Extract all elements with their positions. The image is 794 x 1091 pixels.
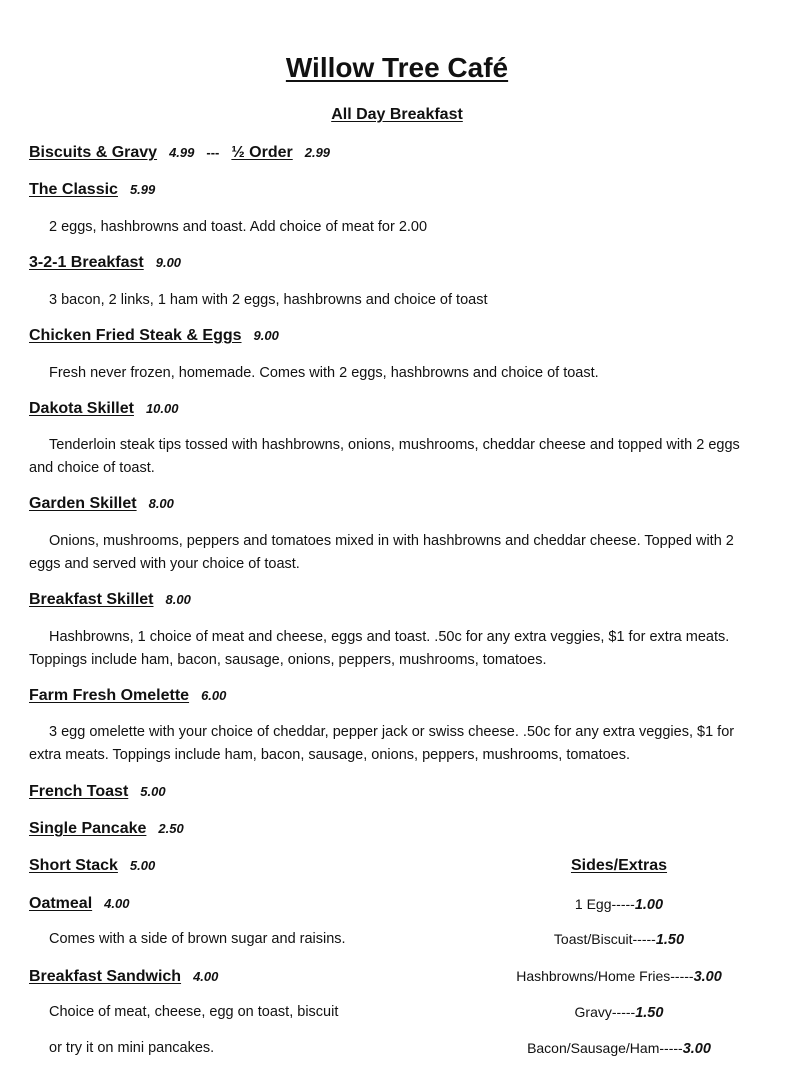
side-price: 1.00	[634, 897, 664, 913]
item-name: Oatmeal	[29, 895, 93, 912]
item-name: 3-2-1 Breakfast	[29, 254, 144, 271]
item-name: Farm Fresh Omelette	[29, 687, 190, 704]
item-price: 5.00	[140, 784, 166, 799]
side-label: Toast/Biscuit-----	[553, 931, 656, 947]
half-order-name: ½ Order	[231, 144, 293, 161]
item-name: Chicken Fried Steak & Eggs	[29, 327, 242, 344]
side-price: 3.00	[693, 969, 722, 985]
item-name: Dakota Skillet	[29, 400, 134, 417]
side-price: 1.50	[655, 932, 685, 948]
item-price: 5.99	[129, 182, 156, 197]
item-description: Onions, mushrooms, peppers and tomatoes mixed in with hashbrowns and cheddar cheese. Topped with 2 eggs and served with your choice of toast.	[29, 533, 734, 572]
menu-item-chicken-fried-steak	[29, 327, 279, 345]
item-description: Fresh never frozen, homemade. Comes with 2 eggs, hashbrowns and choice of toast.	[49, 365, 599, 381]
side-entry	[480, 1040, 758, 1058]
sides-title: Sides/Extras	[570, 857, 668, 874]
menu-item-3-2-1-breakfast	[29, 254, 181, 272]
item-price: 2.50	[158, 821, 184, 836]
menu-item-farm-fresh-omelette	[29, 687, 226, 705]
item-price: 9.00	[253, 328, 279, 343]
side-entry	[480, 931, 758, 949]
side-price: 3.00	[682, 1041, 711, 1057]
menu-item-garden-skillet	[29, 495, 174, 513]
item-description: Hashbrowns, 1 choice of meat and cheese, eggs and toast. .50c for any extra veggies, $1 for extra meats. Toppings include ham, bacon, sausage, onions, peppers, mushrooms, tomatoes.	[29, 629, 730, 668]
half-order-price: 2.99	[304, 145, 331, 160]
item-price: 8.00	[165, 592, 191, 607]
menu-item-breakfast-skillet	[29, 591, 191, 609]
item-description: 3 bacon, 2 links, 1 ham with 2 eggs, hashbrowns and choice of toast	[49, 292, 488, 308]
item-description: Tenderloin steak tips tossed with hashbrowns, onions, mushrooms, cheddar cheese and topped with 2 eggs and choice of toast.	[29, 437, 740, 476]
side-label: Bacon/Sausage/Ham-----	[527, 1040, 683, 1056]
menu-item-short-stack	[29, 857, 155, 875]
item-price: 4.00	[193, 969, 219, 984]
separator: ---	[206, 145, 220, 160]
section-title: All Day Breakfast	[331, 106, 463, 123]
item-name: Short Stack	[29, 857, 118, 874]
item-description: 3 egg omelette with your choice of cheddar, pepper jack or swiss cheese. .50c for any extra veggies, $1 for extra meats. Toppings include ham, bacon, sausage, onions, peppers, mushrooms, tomatoes.	[29, 724, 735, 763]
side-label: 1 Egg-----	[574, 896, 635, 912]
menu-item-dakota-skillet	[29, 400, 178, 418]
side-entry	[480, 1004, 758, 1022]
item-name: Single Pancake	[29, 820, 147, 837]
sides-extras-title	[480, 857, 758, 875]
item-name: Breakfast Skillet	[29, 591, 154, 608]
page-title: Willow Tree Café	[285, 52, 509, 83]
item-name: Breakfast Sandwich	[29, 968, 182, 985]
item-price: 4.99	[169, 145, 195, 160]
item-name: The Classic	[29, 181, 118, 198]
item-price: 4.00	[104, 896, 130, 911]
side-entry	[480, 968, 758, 986]
side-label: Gravy-----	[574, 1004, 636, 1020]
item-name: Biscuits & Gravy	[29, 144, 158, 161]
menu-item-the-classic	[29, 181, 155, 199]
item-price: 10.00	[145, 401, 179, 416]
menu-item-breakfast-sandwich	[29, 968, 218, 986]
side-entry	[480, 896, 758, 914]
item-description: 2 eggs, hashbrowns and toast. Add choice of meat for 2.00	[49, 219, 428, 235]
item-price: 9.00	[155, 255, 182, 270]
item-name: Garden Skillet	[29, 495, 137, 512]
side-price: 1.50	[635, 1005, 664, 1021]
item-name: French Toast	[29, 783, 129, 800]
item-description: Comes with a side of brown sugar and raisins.	[49, 931, 346, 947]
item-price: 8.00	[148, 496, 174, 511]
menu-item-single-pancake	[29, 820, 184, 838]
menu-item-oatmeal	[29, 895, 129, 913]
item-description-line: or try it on mini pancakes.	[49, 1040, 215, 1056]
item-price: 6.00	[201, 688, 227, 703]
menu-item-biscuits-gravy	[29, 144, 330, 162]
menu-item-french-toast	[29, 783, 166, 801]
item-description-line: Choice of meat, cheese, egg on toast, biscuit	[49, 1004, 339, 1020]
item-price: 5.00	[129, 858, 156, 873]
side-label: Hashbrowns/Home Fries-----	[516, 968, 694, 984]
